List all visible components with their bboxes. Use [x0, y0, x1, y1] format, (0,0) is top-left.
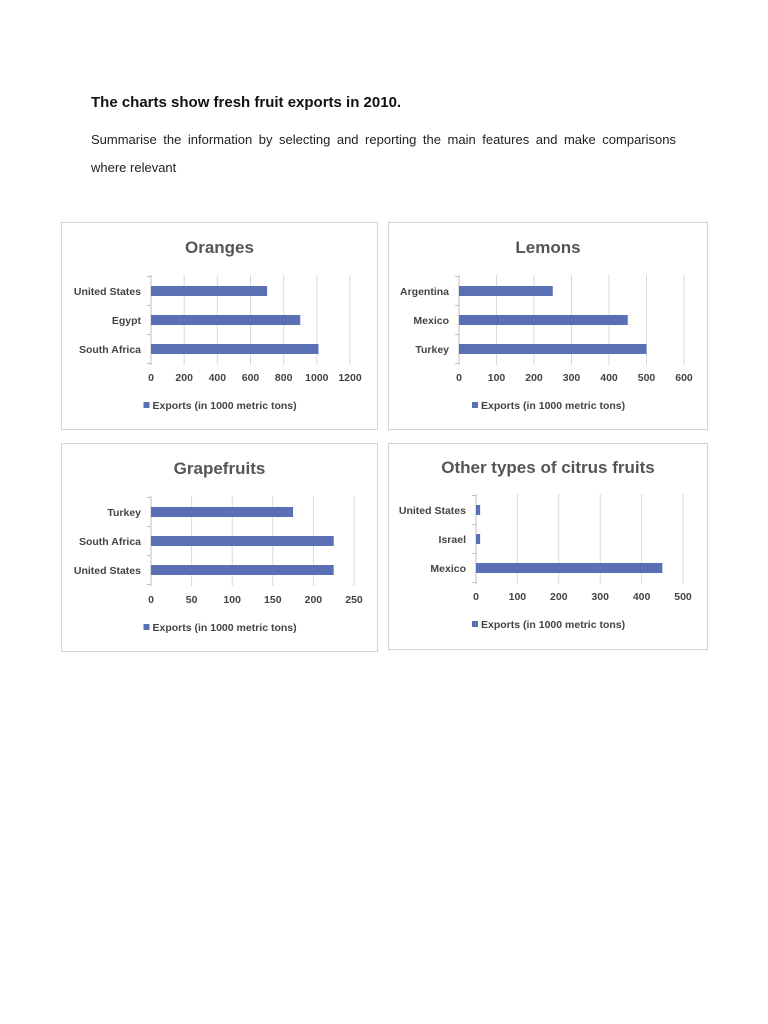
chart-svg — [62, 444, 377, 651]
bar — [151, 315, 300, 325]
tick-label: 250 — [345, 594, 363, 606]
chart-title: Oranges — [185, 238, 254, 257]
legend-swatch — [144, 624, 150, 630]
tick-label: 0 — [473, 591, 479, 603]
bar — [151, 286, 267, 296]
category-label: Argentina — [399, 286, 449, 298]
bar — [476, 505, 480, 515]
bar — [459, 344, 647, 354]
chart-title: Grapefruits — [173, 459, 266, 478]
bar — [459, 315, 628, 325]
tick-label: 500 — [637, 372, 656, 384]
bar — [151, 536, 334, 546]
tick-label: 200 — [550, 591, 568, 603]
category-label: South Africa — [78, 344, 141, 356]
tick-label: 400 — [600, 372, 618, 384]
tick-label: 300 — [562, 372, 581, 384]
tick-label: 0 — [456, 372, 462, 384]
tick-label: 400 — [208, 372, 227, 384]
chart-other-citrus — [388, 443, 708, 650]
tick-label: 200 — [525, 372, 543, 384]
tick-label: 1200 — [338, 372, 362, 384]
legend-swatch — [144, 402, 150, 408]
category-label: United States — [73, 565, 141, 577]
chart-title: Other types of citrus fruits — [441, 458, 655, 477]
tick-label: 600 — [675, 372, 693, 384]
tick-label: 100 — [223, 594, 241, 606]
bar — [476, 534, 480, 544]
tick-label: 0 — [148, 372, 154, 384]
chart-title: Lemons — [515, 238, 581, 257]
tick-label: 500 — [674, 591, 692, 603]
legend-label: Exports (in 1000 metric tons) — [481, 400, 626, 412]
chart-svg — [389, 223, 707, 429]
legend-label: Exports (in 1000 metric tons) — [152, 400, 297, 412]
legend-swatch — [472, 621, 478, 627]
category-label: United States — [398, 505, 466, 517]
legend-swatch — [472, 402, 478, 408]
bar — [459, 286, 553, 296]
tick-label: 600 — [241, 372, 260, 384]
bar — [151, 507, 293, 517]
chart-grapefruits — [61, 443, 378, 652]
category-label: Egypt — [111, 315, 141, 327]
tick-label: 150 — [264, 594, 282, 606]
tick-label: 50 — [185, 594, 198, 606]
legend-label: Exports (in 1000 metric tons) — [481, 619, 626, 631]
tick-label: 800 — [274, 372, 293, 384]
tick-label: 100 — [487, 372, 506, 384]
bar — [151, 565, 334, 575]
category-label: South Africa — [78, 536, 141, 548]
legend-label: Exports (in 1000 metric tons) — [152, 622, 297, 634]
task-instruction: Summarise the information by selecting and reporting the main features and make comparisons where relevant — [91, 132, 676, 175]
category-label: Mexico — [430, 563, 466, 575]
tick-label: 400 — [632, 591, 651, 603]
tick-label: 200 — [304, 594, 323, 606]
page-heading: The charts show fresh fruit exports in 2010. — [91, 94, 402, 111]
tick-label: 100 — [508, 591, 527, 603]
tick-label: 200 — [175, 372, 193, 384]
tick-label: 300 — [591, 591, 609, 603]
category-label: Turkey — [107, 507, 141, 519]
chart-svg — [62, 223, 377, 429]
bar — [151, 344, 318, 354]
category-label: Mexico — [413, 315, 449, 327]
chart-oranges — [61, 222, 378, 430]
tick-label: 0 — [148, 594, 154, 606]
category-label: United States — [73, 286, 141, 298]
chart-svg — [389, 444, 707, 649]
category-label: Israel — [438, 534, 466, 546]
bar — [476, 563, 662, 573]
chart-lemons — [388, 222, 708, 430]
tick-label: 1000 — [305, 372, 329, 384]
category-label: Turkey — [415, 344, 449, 356]
